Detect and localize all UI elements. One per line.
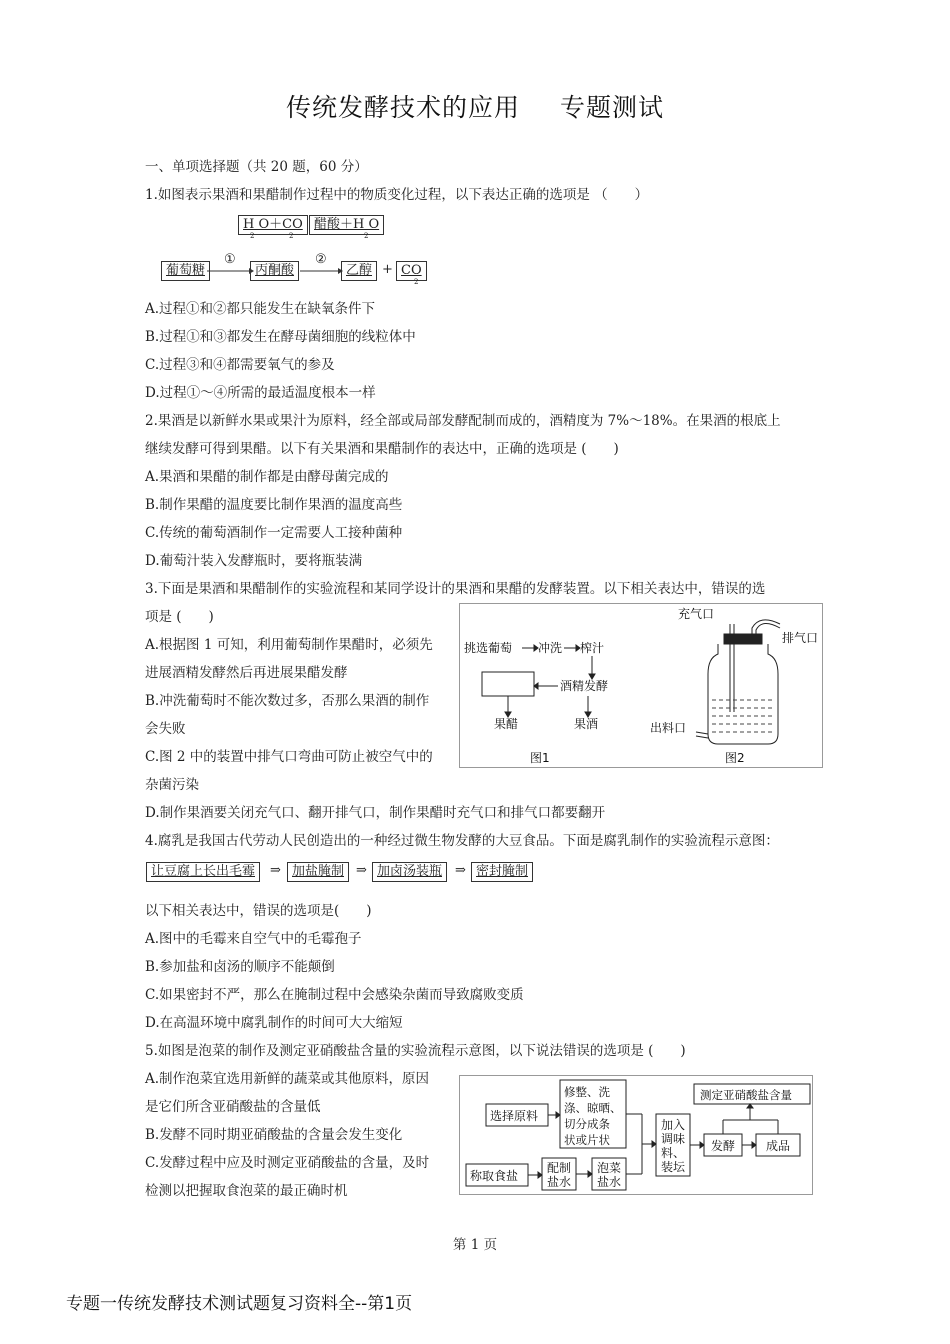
q3-fig-squeeze: 榨汁 [580,641,605,655]
q3-fig-vinegar: 果醋 [494,717,519,731]
q5-fig-brine-1: 配制 [547,1161,572,1175]
q1-box-co2 [396,261,427,281]
q1-box-pyruvate [250,261,299,281]
q2-option-c: C.传统的葡萄酒制作一定需要人工接种菌种 [145,525,403,541]
q5-fig-product: 成品 [766,1139,791,1153]
q3-figure-svg [460,604,822,767]
q2-option-b: B.制作果醋的温度要比制作果酒的温度高些 [145,497,403,513]
q4-flow-arrow-3: ⇒ [455,863,466,878]
q5-fig-ferment: 发酵 [711,1139,736,1153]
q1-arrow-2 [298,262,344,276]
q5-fig-season-2: 调味 [661,1132,686,1146]
q1-option-b: B.过程①和③都发生在酵母菌细胞的线粒体中 [145,329,416,345]
q4-flow-step-2-text: 加盐腌制 [292,864,345,879]
q5-option-b: B.发酵不同时期亚硝酸盐的含量会发生变化 [145,1127,403,1143]
q4-flow-step-4 [471,862,533,882]
q1-option-c: C.过程③和④都需要氧气的参及 [145,357,335,373]
q5-fig-season-4: 装坛 [661,1160,686,1174]
q3-fig1-label: 图1 [530,751,550,765]
q5-fig-kimchi-brine-1: 泡菜 [597,1161,622,1175]
q4-flow-step-2 [287,862,349,882]
q2-option-d: D.葡萄汁装入发酵瓶时，要将瓶装满 [145,553,363,569]
q3-fig2-label: 图2 [725,751,745,765]
q1-option-a: A.过程①和②都只能发生在缺氧条件下 [145,301,376,317]
q1-box-h2o-co2-text: H O＋CO [243,217,303,232]
q1-box-glucose [161,261,210,281]
q1-step1: ① [224,252,236,267]
q5-figure-svg [460,1076,812,1194]
q5-fig-prep-1: 修整、洗 [564,1085,610,1099]
q3-option-a-1: A.根据图 1 可知，利用葡萄制作果醋时，必须先 [145,637,433,653]
q5-fig-prep-4: 状或片状 [564,1133,610,1147]
q3-option-b-1: B.冲洗葡萄时不能次数过多，否那么果酒的制作 [145,693,430,709]
q4-flow-step-3-text: 加卤汤装瓶 [377,864,443,879]
q1-box-ethanol-text: 乙醇 [346,263,373,278]
q4-option-b: B.参加盐和卤汤的顺序不能颠倒 [145,959,335,975]
q3-option-a-2: 进展酒精发酵然后再进展果醋发酵 [145,665,348,681]
q5-fig-weigh-salt: 称取食盐 [470,1169,519,1183]
q5-fig-prep-3: 切分成条 [564,1117,610,1131]
q4-flow-arrow-2: ⇒ [356,863,367,878]
q2-stem-1: 2.果酒是以新鲜水果或果汁为原料，经全部或局部发酵配制而成的，酒精度为 7%～18%。在果酒的根底上 [145,413,781,429]
page-title [0,88,950,124]
q4-flow-arrow-1: ⇒ [270,863,281,878]
q1-sub-d: 2 [414,278,419,286]
q1-box-glucose-text: 葡萄糖 [166,263,206,278]
q1-sub-a: 2 [250,232,255,240]
q3-option-b-2: 会失败 [145,721,186,737]
q4-flow-step-1-text: 让豆腐上长出毛霉 [151,864,256,879]
q1-arrow-1 [205,262,255,276]
page-number: 第 1 页 [452,1237,498,1253]
q3-option-d: D.制作果酒要关闭充气口、翻开排气口，制作果醋时充气口和排气口都要翻开 [145,805,606,821]
q1-box-vinegar-h2o [309,215,384,235]
q5-option-c-2: 检测以把握取食泡菜的最正确时机 [145,1183,348,1199]
q3-fig-inlet: 充气口 [678,607,715,621]
q5-fig-measure: 测定亚硝酸盐含量 [700,1088,792,1102]
q1-stem: 1.如图表示果酒和果醋制作过程中的物质变化过程，以下表达正确的选项是 （ ） [145,187,649,203]
q5-fig-kimchi-brine-2: 盐水 [597,1175,622,1189]
q3-fig-select: 挑选葡萄 [464,641,513,655]
q5-fig-prep-2: 涤、晾晒、 [564,1101,622,1115]
q1-box-vinegar-h2o-text: 醋酸＋H O [314,217,380,232]
q3-fig-alcohol-ferment: 酒精发酵 [560,679,609,693]
q5-option-a-1: A.制作泡菜宜选用新鲜的蔬菜或其他原料，原因 [145,1071,430,1087]
title-part2: 专题测试 [560,93,665,122]
q4-stem-2: 以下相关表达中，错误的选项是( ) [145,903,372,919]
q1-option-d: D.过程①～④所需的最适温度根本一样 [145,385,376,401]
q5-fig-brine-2: 盐水 [547,1175,572,1189]
q4-option-a: A.图中的毛霉来自空气中的毛霉孢子 [145,931,362,947]
q5-figure [459,1075,813,1195]
q3-fig-outlet: 出料口 [650,721,687,735]
q3-fig-wine: 果酒 [574,717,599,731]
q5-option-c-1: C.发酵过程中应及时测定亚硝酸盐的含量，及时 [145,1155,430,1171]
q1-sub-c: 2 [364,232,369,240]
q3-fig-wash: 冲洗 [538,641,563,655]
q1-plus: + [382,262,393,277]
q1-box-h2o-co2 [238,215,308,235]
q4-stem: 4.腐乳是我国古代劳动人民创造出的一种经过微生物发酵的大豆食品。下面是腐乳制作的实验流程示意图： [145,833,779,849]
q5-stem: 5.如图是泡菜的制作及测定亚硝酸盐含量的实验流程示意图，以下说法错误的选项是 ( ) [145,1043,686,1059]
q4-flow-step-3 [372,862,447,882]
q1-sub-b: 2 [289,232,294,240]
q5-fig-season-1: 加入 [661,1118,686,1132]
title-part1: 传统发酵技术的应用 [285,93,520,122]
section-heading: 一、单项选择题（共 20 题，60 分） [145,159,368,175]
q5-fig-select: 选择原料 [490,1109,539,1123]
q1-box-co2-text: CO [401,263,422,278]
q4-option-d: D.在高温环境中腐乳制作的时间可大大缩短 [145,1015,403,1031]
q5-option-a-2: 是它们所含亚硝酸盐的含量低 [145,1099,321,1115]
q3-option-c-2: 杂菌污染 [145,777,199,793]
q1-step2: ② [315,252,327,267]
q4-flow-step-1 [146,862,260,882]
q4-option-c: C.如果密封不严，那么在腌制过程中会感染杂菌而导致腐败变质 [145,987,524,1003]
q3-stem-2: 项是 ( ) [145,609,214,625]
q2-stem-2: 继续发酵可得到果醋。以下有关果酒和果醋制作的表达中，正确的选项是 ( ) [145,441,619,457]
document-caption: 专题一传统发酵技术测试题复习资料全--第1页 [66,1294,413,1314]
q5-fig-season-3: 料、 [661,1146,686,1160]
q3-fig-exhaust: 排气口 [782,631,819,645]
q3-option-c-1: C.图 2 中的装置中排气口弯曲可防止被空气中的 [145,749,433,765]
q2-option-a: A.果酒和果醋的制作都是由酵母菌完成的 [145,469,389,485]
q1-box-pyruvate-text: 丙酮酸 [255,263,295,278]
q3-figure [459,603,823,768]
q3-stem-1: 3.下面是果酒和果醋制作的实验流程和某同学设计的果酒和果醋的发酵装置。以下相关表达中，错误的选 [145,581,766,597]
q1-box-ethanol [341,261,377,281]
q4-flow-step-4-text: 密封腌制 [476,864,529,879]
